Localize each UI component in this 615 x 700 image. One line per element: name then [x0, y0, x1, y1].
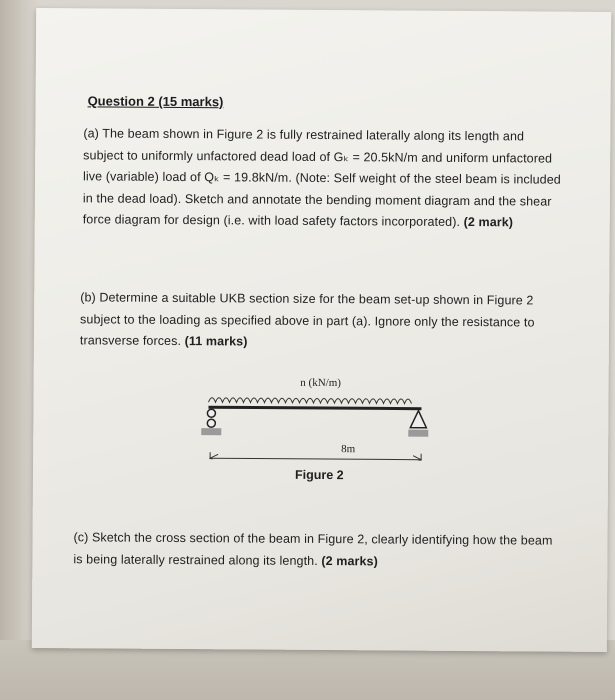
part-c-paragraph [73, 527, 563, 573]
distributed-load-coils [208, 398, 411, 404]
part-b-text: (b) Determine a suitable UKB section size for the beam set-up shown in Figure 2 subject to the loading as specified above in part (a). Ignore only the resistance to transverse forces. [79, 290, 535, 349]
figure-caption: Figure 2 [294, 467, 344, 483]
part-b-marks: (11 marks) [184, 334, 248, 349]
span-dimension-arrow [210, 452, 421, 461]
part-a-text: (a) The beam shown in Figure 2 is fully restrained laterally along its length and subject to uniformly unfactored dead load of Gₖ = 20.5kN/m and uniform unfactored live (variable) load of Qₖ = 19.8kN/m. (Note: Self weight of the steel beam is included in the dead load). Sketch and annotate the bending moment diagram and the shear force diagram for design (i.e. with load safety factors incorporated). [82, 126, 561, 229]
span-label: 8m [341, 443, 356, 456]
part-b-paragraph [80, 287, 560, 355]
part-c-text: (c) Sketch the cross section of the beam in Figure 2, clearly identifying how the beam is being laterally restrained along its length. [73, 530, 553, 568]
beam-member [208, 407, 421, 408]
question-sheet [32, 8, 611, 652]
load-label: n (kN/m) [300, 376, 341, 390]
part-a-paragraph [83, 123, 564, 234]
question-title: Question 2 (15 marks) [87, 93, 224, 110]
pin-support-right [408, 411, 428, 437]
part-a-marks: (2 mark) [463, 214, 514, 230]
beam-diagram [198, 369, 439, 461]
part-c-marks: (2 marks) [321, 553, 378, 568]
pin-support-left [201, 409, 221, 435]
